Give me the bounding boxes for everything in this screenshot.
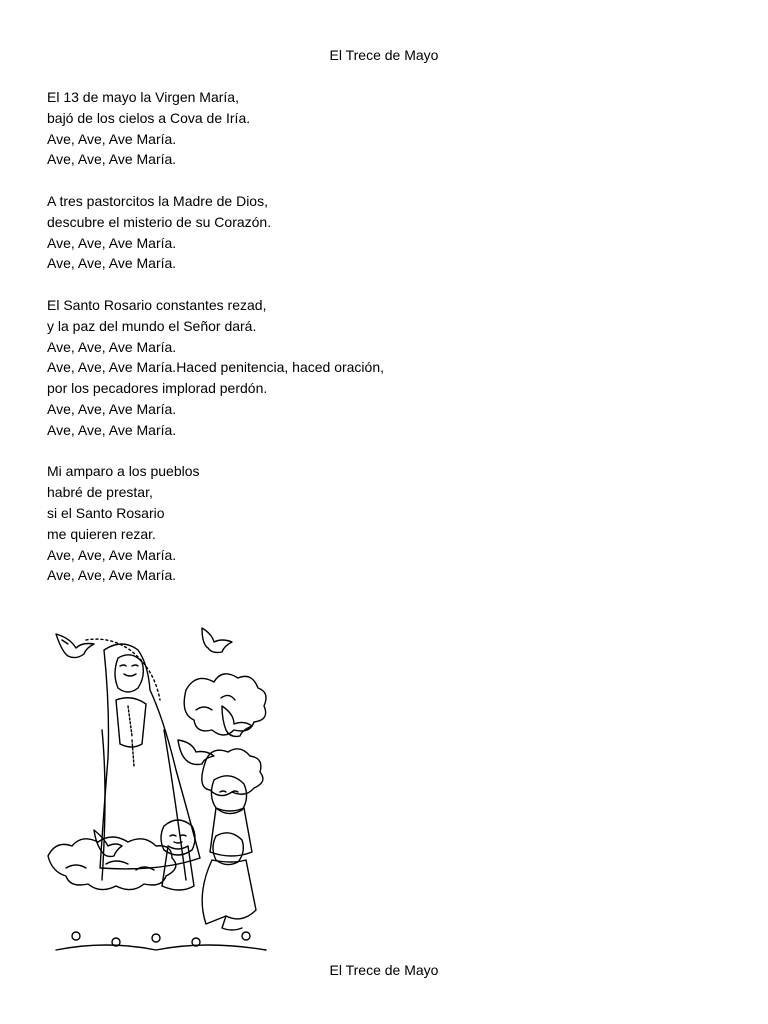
poem-line: Ave, Ave, Ave María. xyxy=(47,546,177,563)
flower-icon xyxy=(56,932,266,950)
poem-line: Ave, Ave, Ave María. xyxy=(47,130,177,147)
poem-line: Ave, Ave, Ave María.Haced penitencia, haced oración, xyxy=(47,359,384,376)
stanza-gap xyxy=(47,274,727,295)
poem-line: me quieren rezar. xyxy=(47,525,156,542)
poem-line: si el Santo Rosario xyxy=(47,504,165,521)
dove-icon xyxy=(222,706,252,736)
cloud-icon xyxy=(202,749,263,796)
dove-icon xyxy=(178,740,214,765)
poem-line: descubre el misterio de su Corazón. xyxy=(47,213,272,230)
dove-icon xyxy=(56,634,94,658)
stanza-gap xyxy=(47,170,727,191)
stanza xyxy=(47,191,727,274)
virgin-and-shepherds-illustration xyxy=(46,620,272,958)
poem-line: y la paz del mundo el Señor dará. xyxy=(47,317,257,334)
dove-icon xyxy=(94,830,122,857)
footer-title: El Trece de Mayo xyxy=(329,962,439,978)
poem-line: habré de prestar, xyxy=(47,484,153,501)
poem-line: Ave, Ave, Ave María. xyxy=(47,567,177,584)
poem-line: por los pecadores implorad perdón. xyxy=(47,380,268,397)
poem-line: El 13 de mayo la Virgen María, xyxy=(47,89,239,105)
poem-line: Ave, Ave, Ave María. xyxy=(47,400,177,417)
poem-line: Ave, Ave, Ave María. xyxy=(47,255,177,272)
virgin-mary-figure xyxy=(86,639,200,880)
poem-line: Ave, Ave, Ave María. xyxy=(47,234,177,251)
poem-line: Ave, Ave, Ave María. xyxy=(47,421,177,438)
poem-line: bajó de los cielos a Cova de Iría. xyxy=(47,109,251,126)
poem-body xyxy=(47,87,727,586)
poem-line: Ave, Ave, Ave María. xyxy=(47,151,177,168)
page-title: El Trece de Mayo xyxy=(329,47,439,63)
stanza xyxy=(47,295,727,441)
poem-line: Ave, Ave, Ave María. xyxy=(47,338,177,355)
shepherd-child xyxy=(210,776,252,856)
stanza-gap xyxy=(47,441,727,462)
stanza xyxy=(47,461,727,586)
dove-icon xyxy=(202,628,232,653)
shepherd-child xyxy=(161,820,195,890)
stanza xyxy=(47,87,727,170)
poem-line: El Santo Rosario constantes rezad, xyxy=(47,296,267,313)
poem-line: A tres pastorcitos la Madre de Dios, xyxy=(47,192,268,209)
poem-line: Mi amparo a los pueblos xyxy=(47,463,200,480)
